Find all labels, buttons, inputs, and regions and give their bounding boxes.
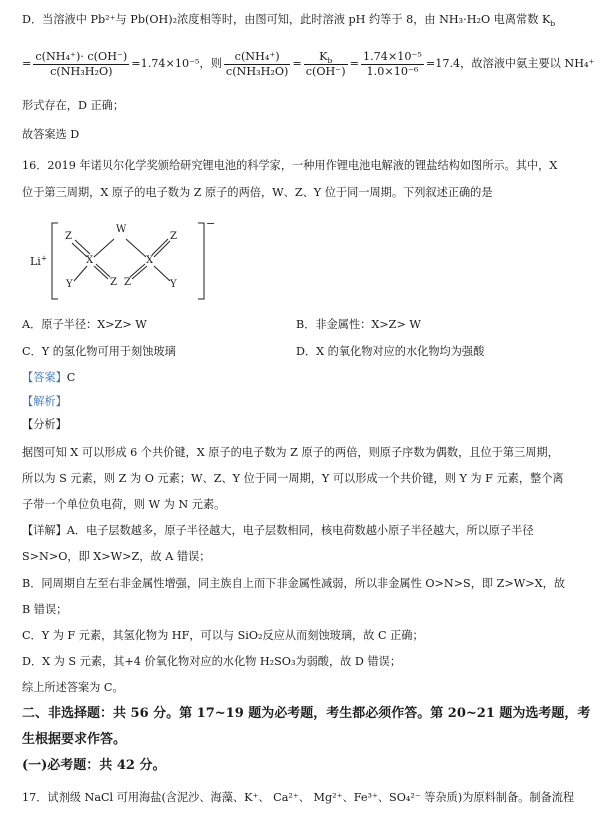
detail-a-line1: 【详解】A．电子层数越多，原子半径越大，电子层数相同，核电荷数越小原子半径越大，所以原子半径 (22, 524, 534, 537)
sec15-form-line: 形式存在，D 正确； (22, 99, 125, 112)
atom-y: Y (66, 279, 73, 290)
fenxi-tag: 【分析】 (22, 418, 67, 431)
bond (132, 266, 147, 279)
bond (75, 240, 90, 254)
detail-a-line2: S>N>O，即 X>W>Z，故 A 错误； (22, 550, 211, 563)
bond (154, 266, 170, 281)
bond (130, 264, 145, 277)
bond (126, 239, 146, 257)
part2-subheading: (一)必考题：共 42 分。 (22, 758, 166, 773)
detail-c: C．Y 为 F 元素，其氢化物为 HF，可以与 SiO₂反应从而刻蚀玻璃，故 C 正确； (22, 629, 424, 642)
fenxi-line2: 所以为 S 元素，则 Z 为 O 元素；W、Z、Y 位于同一周期，Y 可以形成一个共价键，则 Y 为 F 元素，整个离 (22, 472, 564, 485)
bond (74, 266, 87, 281)
atom-w: W (116, 224, 127, 235)
li-label: Li+ (30, 253, 48, 268)
lithium-salt-structure (30, 217, 216, 301)
fraction-3: $\frac{K_b}{c(OH^-)}$ (305, 49, 346, 78)
q17-stem: 17．试剂级 NaCl 可用海盐(含泥沙、海藻、K⁺、 Ca²⁺、 Mg²⁺、Fe³⁺、SO₄²⁻ 等杂质)为原料制备。制备流程 (22, 791, 575, 804)
option-d: D．X 的氧化物对应的水化物均为强酸 (296, 345, 485, 358)
atom-z: Z (65, 231, 72, 242)
atom-x: X (86, 255, 94, 266)
detail-b-line2: B 错误； (22, 603, 68, 616)
fenxi-line1: 据图可知 X 可以形成 6 个共价键，X 原子的电子数为 Z 原子的两倍，则原子序数为偶数，且位于第三周期， (22, 446, 559, 459)
charge-label: − (206, 217, 216, 230)
sec15-equation: = $\frac{\text{c(NH₄⁺)· c(OH⁻)}}{\text{c(NH₃H₂O)}}$ =1.74×10⁻⁵，则 $\frac{\text{c(NH₄⁺)}}{\text{c(NH₃H₂O)}}$ = $\frac{K_b}{c(OH^-)}$ = $\frac{\text{1.74×10⁻⁵}}{\text{1.0×10⁻⁶}}$ =17.4，故溶液中氨主要以 NH₄⁺ (22, 49, 595, 78)
fraction-4: $\frac{\text{1.74×10⁻⁵}}{\text{1.0×10⁻⁶}}$ (362, 49, 422, 78)
atom-z: Z (110, 277, 117, 288)
answer-value: C (66, 371, 76, 384)
summary: 综上所述答案为 C。 (22, 681, 124, 694)
answer-tag: 【答案】 (22, 371, 67, 384)
bond (72, 243, 87, 257)
atom-y: Y (170, 279, 177, 290)
atom-x: X (146, 255, 154, 266)
bond (152, 239, 168, 255)
bond (94, 266, 108, 279)
bond (94, 239, 114, 257)
fraction-1: $\frac{\text{c(NH₄⁺)· c(OH⁻)}}{\text{c(NH₃H₂O)}}$ (35, 49, 128, 78)
right-bracket (198, 223, 204, 299)
fenxi-line3: 子带一个单位负电荷，则 W 为 N 元素。 (22, 498, 226, 511)
jiexi-tag: 【解析】 (22, 395, 67, 408)
fraction-2: $\frac{\text{c(NH₄⁺)}}{\text{c(NH₃H₂O)}}$ (225, 49, 289, 78)
option-a: A．原子半径：X>Z> W (22, 318, 147, 331)
answer-line (22, 370, 75, 386)
part2-heading-line1: 二、非选择题：共 56 分。第 17~19 题为必考题，考生都必须作答。第 20~21 题为选考题，考 (22, 706, 591, 721)
q16-stem-line1: 16．2019 年诺贝尔化学奖颁给研究锂电池的科学家，一种用作锂电池电解液的锂盐结构如图所示。其中，X (22, 159, 558, 172)
detail-b-line1: B．同周期自左至右非金属性增强，同主族自上而下非金属性减弱，所以非金属性 O>N>S，即 Z>W>X，故 (22, 577, 566, 590)
option-c: C．Y 的氢化物可用于刻蚀玻璃 (22, 345, 176, 358)
left-bracket (52, 223, 58, 299)
detail-d: D．X 为 S 元素，其+4 价氧化物对应的水化物 H₂SO₃为弱酸，故 D 错误； (22, 655, 402, 668)
bond (96, 264, 110, 277)
atom-z: Z (170, 231, 177, 242)
q16-stem-line2: 位于第三周期，X 原子的电子数为 Z 原子的两倍，W、Z、Y 位于同一周期。下列叙述正确的是 (22, 186, 493, 199)
sec15-d-line1: D．当溶液中 Pb²⁺与 Pb(OH)₂浓度相等时，由图可知，此时溶液 pH 约等于 8，由 NH₃·H₂O 电离常数 $K_b$ (22, 13, 556, 29)
bond (154, 241, 170, 257)
sec15-answer-line: 故答案选 D (22, 128, 80, 141)
atom-z: Z (124, 277, 131, 288)
part2-heading-line2: 生根据要求作答。 (22, 732, 127, 747)
option-b: B．非金属性：X>Z> W (296, 318, 421, 331)
